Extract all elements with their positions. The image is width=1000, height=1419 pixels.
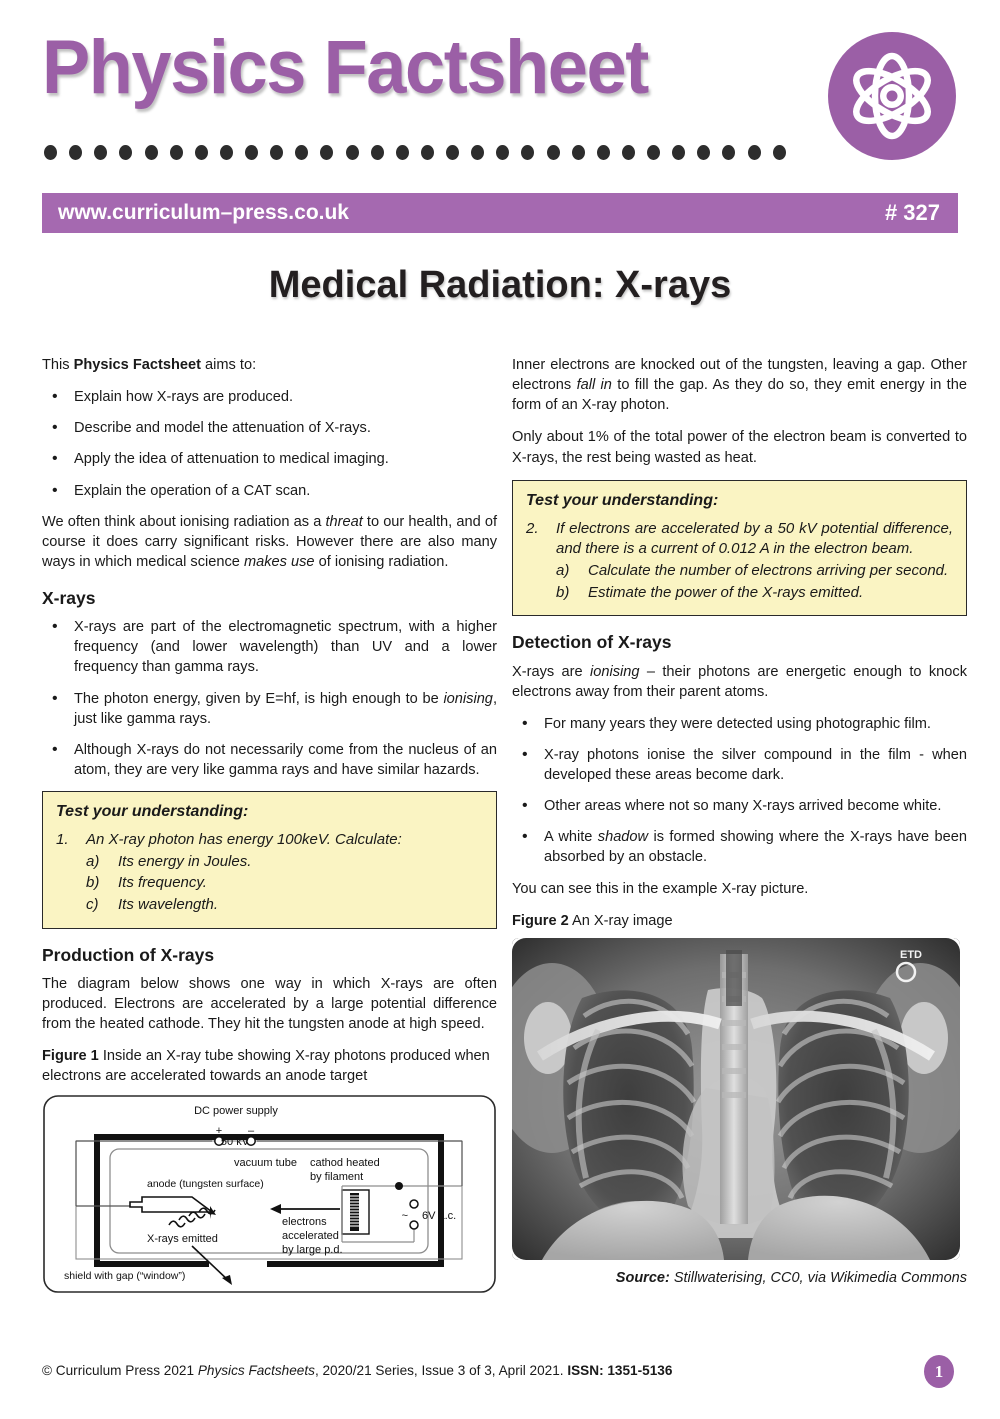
sub-question-item	[556, 561, 953, 582]
sub-question-item	[86, 895, 483, 916]
list-item	[42, 740, 497, 780]
question-item	[526, 519, 953, 604]
detection-em1: ionising	[590, 663, 640, 680]
figure2-label: Figure 2	[512, 912, 569, 929]
detection-p1: X-rays are	[512, 663, 590, 680]
bullet-text: X-rays are part of the electromagnetic spectrum, with a higher frequency (and lower wavelength) than UV and a lower frequency than gamma rays.	[74, 619, 497, 676]
bullet-text: Although X-rays do not necessarily come from the nucleus of an atom, they are very like gamma rays and have similar hazards.	[74, 741, 497, 778]
source-text: Stillwaterising, CC0, via Wikimedia Commons	[669, 1269, 967, 1286]
threat-em2: makes use	[243, 553, 315, 570]
figure1-label-cathode-2: by filament	[310, 1170, 364, 1183]
detection-p2: – their photons are energetic enough to knock electrons away from their parent atoms.	[512, 663, 967, 700]
figure1-caption-text: Inside an X-ray tube showing X-ray photons produced when electrons are accelerated towards an anode target	[42, 1048, 490, 1085]
list-item: • Explain the operation of a CAT scan.	[42, 481, 497, 501]
sub-question-item	[86, 873, 483, 894]
sub-text: Its wavelength.	[118, 896, 219, 914]
threat-paragraph	[42, 512, 497, 572]
test-your-understanding-box-2	[512, 480, 967, 617]
question-item	[56, 830, 483, 916]
bullet-text: The photon energy, given by E=hf, is high enough to be	[74, 690, 444, 707]
bullet-text: Other areas where not so many X-rays arrived become white.	[544, 798, 942, 815]
list-item	[42, 689, 497, 729]
intro-tail: aims to:	[200, 357, 257, 373]
bullet-em: ionising	[443, 690, 493, 707]
bullet-text: For many years they were detected using photographic film.	[544, 715, 931, 732]
bullet-tail: , just like gamma rays.	[74, 690, 497, 727]
production-paragraph: The diagram below shows one way in which X-rays are often produced. Electrons are accelerated by a large potential difference from the heated cathode. They hit the tungsten anode at high speed.	[42, 975, 497, 1033]
intro-lead: This	[42, 357, 74, 373]
masthead	[42, 25, 958, 175]
question-text: An X-ray photon has energy 100keV. Calculate:	[86, 831, 402, 849]
section-heading-production: Production of X-rays	[42, 944, 215, 965]
source-label: Source:	[615, 1269, 670, 1286]
figure2-xray-image	[512, 938, 960, 1260]
question-text: If electrons are accelerated by a 50 kV potential difference, and there is a current of 0.012 A in the electron beam.	[556, 519, 953, 558]
figure1-label-ac-supply: 6V a.c.	[422, 1209, 457, 1222]
bullet-tail: is formed showing where the X-rays have been absorbed by an obstacle.	[544, 829, 967, 866]
see-example-paragraph: You can see this in the example X-ray picture.	[512, 880, 809, 897]
sub-question-list	[556, 561, 953, 603]
website-url[interactable]: www.curriculum–press.co.uk	[58, 201, 349, 224]
atom-icon	[828, 32, 956, 160]
sub-question-item	[86, 852, 483, 873]
section-heading-xrays: X-rays	[42, 588, 96, 608]
figure1-label-electrons-2: accelerated	[282, 1229, 339, 1242]
list-item	[512, 745, 967, 785]
sub-label: c)	[86, 896, 99, 914]
sub-label: b)	[556, 583, 570, 601]
sub-text: Its energy in Joules.	[118, 852, 252, 870]
issue-number: # 327	[884, 200, 940, 225]
figure2-source-line	[512, 1268, 967, 1288]
sub-question-list	[86, 852, 483, 916]
test-your-understanding-box-1	[42, 791, 497, 929]
list-item	[512, 827, 967, 867]
figure1-label-electrons-1: electrons	[282, 1215, 327, 1228]
aims-list	[42, 387, 497, 501]
website-bar	[42, 193, 958, 233]
question-list	[526, 519, 953, 604]
threat-p1: We often think about ionising radiation as a	[42, 513, 326, 530]
threat-em1: threat	[325, 513, 363, 530]
figure1-label-ac-symbol: ~	[401, 1209, 408, 1222]
one-percent-paragraph: Only about 1% of the total power of the electron beam is converted to X-rays, the rest being wasted as heat.	[512, 429, 967, 466]
intro-bold: Physics Factsheet	[73, 357, 201, 373]
figure1-label-plus: +	[215, 1124, 223, 1137]
threat-p2: to our health, and of course it does carry significant risks. However there are also many ways in which medical science	[42, 513, 497, 570]
sub-question-item	[556, 583, 953, 604]
xray-marker-text: ETD	[900, 948, 922, 961]
figure1-label-xrays-emitted: X-rays emitted	[147, 1232, 218, 1245]
detection-paragraph	[512, 662, 967, 702]
figure1-label-cathode-1: cathod heated	[310, 1156, 380, 1169]
figure1-xray-tube-diagram	[42, 1094, 497, 1294]
sub-label: b)	[86, 874, 100, 892]
inner-p2: to fill the gap. As they do so, they emit energy in the form of an X-ray photon.	[512, 377, 967, 414]
detection-bullets	[512, 714, 967, 868]
figure1-label-shield: shield with gap (“window”)	[64, 1269, 186, 1282]
question-list	[56, 830, 483, 916]
inner-p1: Inner electrons are knocked out of the tungsten, leaving a gap. Other electrons	[512, 357, 967, 394]
sub-label: a)	[86, 852, 100, 870]
threat-p3: of ionising radiation.	[314, 553, 449, 570]
figure2-caption	[512, 911, 967, 931]
sub-text: Estimate the power of the X-rays emitted.	[588, 583, 864, 601]
question-number: 2.	[526, 519, 539, 537]
sub-text: Calculate the number of electrons arriving per second.	[588, 562, 949, 580]
footer-copyright	[42, 1363, 672, 1378]
bullet-text: X-ray photons ionise the silver compound in the film - when developed these areas become dark.	[544, 746, 967, 784]
list-item	[42, 617, 497, 677]
footer-issn: ISSN: 1351-5136	[567, 1363, 673, 1378]
figure1-caption	[42, 1046, 497, 1086]
figure1-label-vacuum-tube: vacuum tube	[234, 1156, 297, 1169]
figure2-caption-text: An X-ray image	[568, 912, 673, 929]
section-heading-detection: Detection of X-rays	[512, 632, 672, 653]
inner-electrons-paragraph	[512, 355, 967, 415]
figure1-label-voltage: 50 kV	[220, 1135, 250, 1148]
bullet-text: A white	[544, 829, 598, 846]
bullet-em: shadow	[597, 829, 649, 846]
list-item	[512, 714, 967, 734]
xrays-bullets	[42, 617, 497, 780]
list-item: • Explain how X-rays are produced.	[42, 387, 497, 407]
page-number-badge: 1	[924, 1355, 954, 1388]
intro-line	[42, 355, 497, 375]
sub-label: a)	[556, 562, 570, 580]
decorative-dot-row	[44, 142, 786, 162]
test-box-heading: Test your understanding:	[526, 491, 719, 509]
list-item: • Describe and model the attenuation of X-rays.	[42, 418, 497, 438]
left-column	[42, 355, 497, 1300]
figure1-label-minus: –	[247, 1124, 255, 1137]
question-number: 1.	[56, 831, 69, 849]
footer-pre: © Curriculum Press 2021	[42, 1363, 198, 1378]
footer-mid: , 2020/21 Series, Issue 3 of 3, April 2021.	[314, 1363, 568, 1378]
right-column	[512, 355, 967, 1288]
figure1-label: Figure 1	[42, 1048, 99, 1065]
page-title: Medical Radiation: X-rays	[268, 264, 732, 306]
figure1-label-electrons-3: by large p.d.	[282, 1243, 343, 1256]
test-box-heading: Test your understanding:	[56, 803, 249, 821]
sub-text: Its frequency.	[118, 874, 207, 892]
list-item	[512, 796, 967, 816]
figure1-label-anode: anode (tungsten surface)	[147, 1177, 264, 1190]
brand-title: Physics Factsheet	[42, 25, 648, 110]
inner-em1: fall in	[576, 377, 612, 394]
list-item: • Apply the idea of attenuation to medical imaging.	[42, 449, 497, 469]
figure1-label-dc-supply: DC power supply	[194, 1104, 278, 1117]
footer	[42, 1361, 958, 1381]
footer-italic: Physics Factsheets	[197, 1363, 315, 1378]
